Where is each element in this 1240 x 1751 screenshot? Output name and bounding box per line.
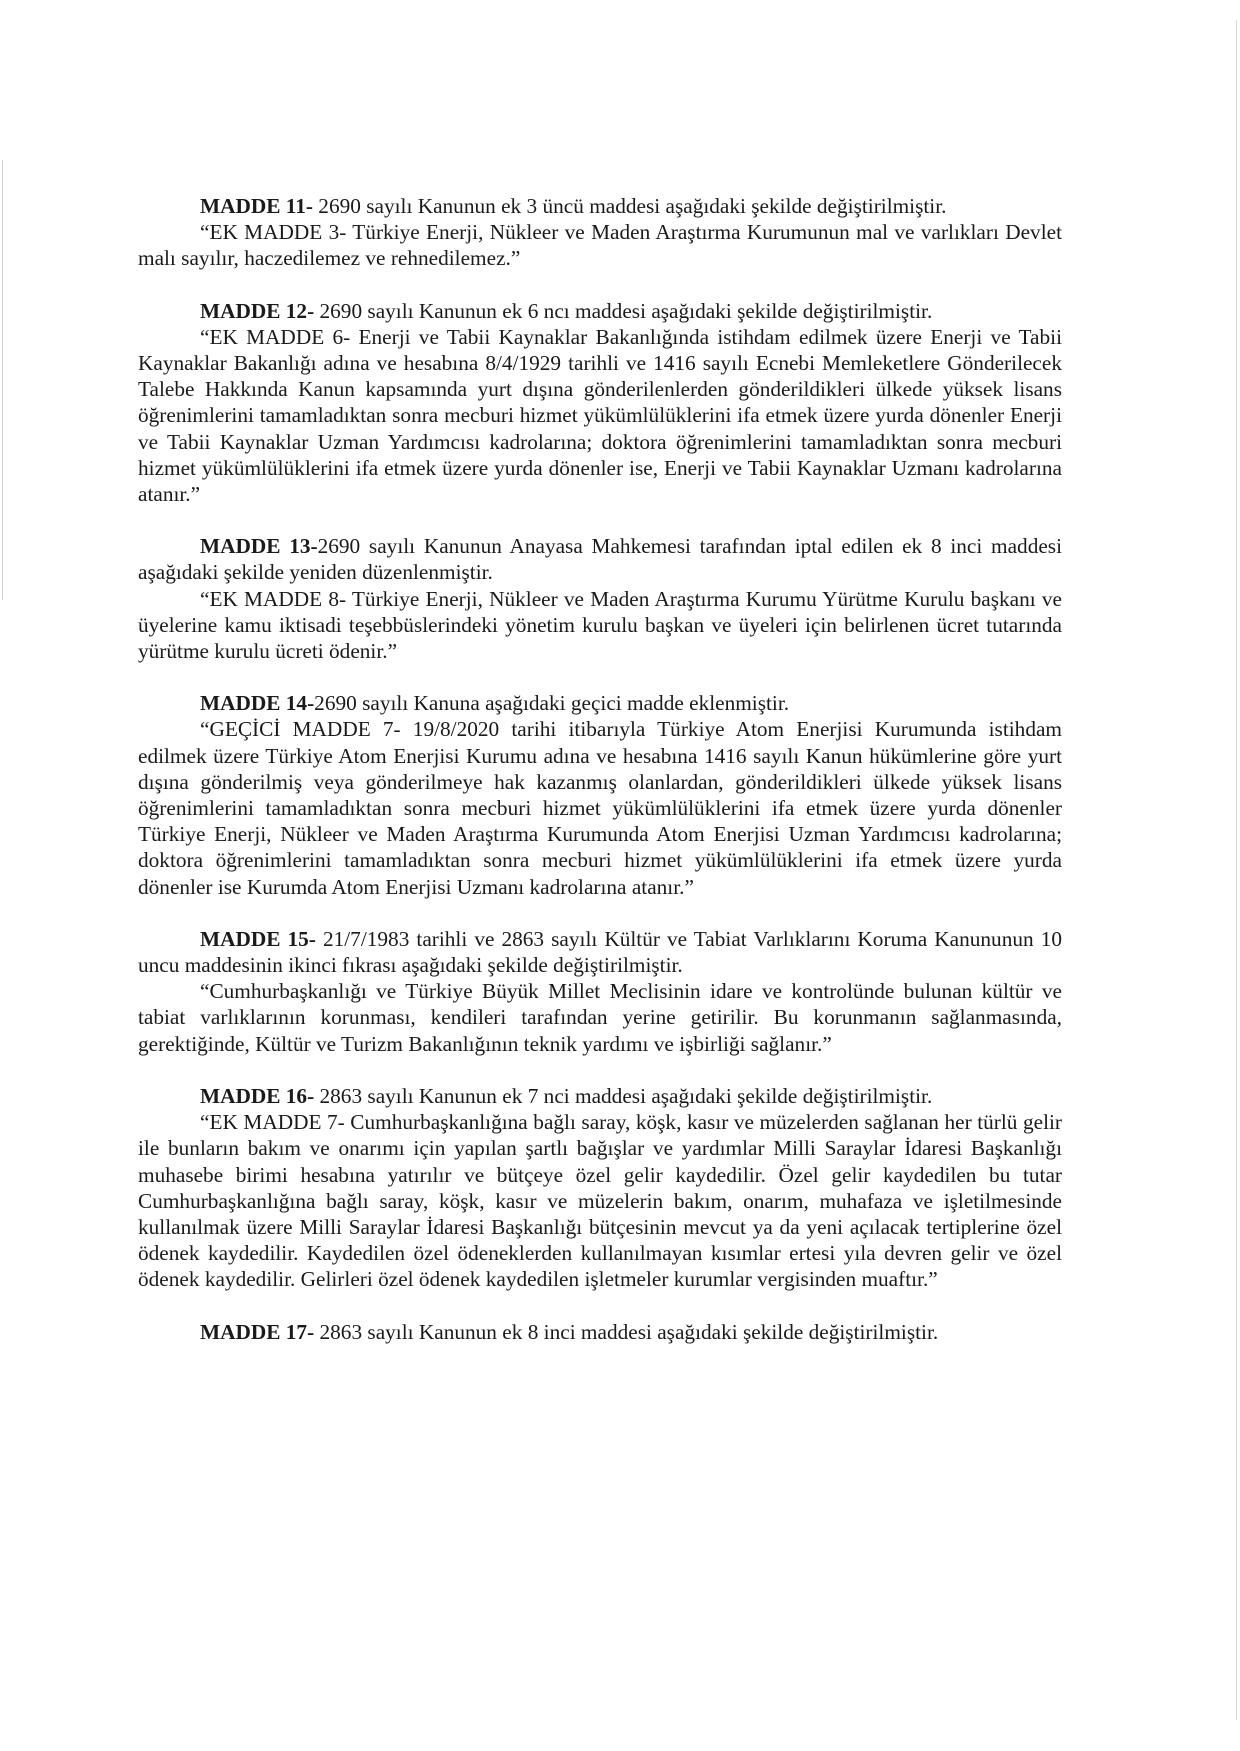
article-intro bbox=[138, 1319, 1062, 1345]
scan-edge-right bbox=[1236, 20, 1237, 1720]
article-heading: MADDE 16- bbox=[200, 1083, 315, 1108]
article-heading: MADDE 15- bbox=[200, 926, 316, 951]
quoted-provision: “Cumhurbaşkanlığı ve Türkiye Büyük Millet Meclisinin idare ve kontrolünde bulunan kültür ve tabiat varlıklarının korunması, kendileri tarafından yerine getirilir. Bu korunmanın sağlanmasında, gerektiğinde, Kültür ve Turizm Bakanlığının teknik yardımı ve işbirliği sağlanır.” bbox=[138, 979, 1062, 1056]
article-heading: MADDE 13- bbox=[200, 534, 318, 559]
quoted-provision: “EK MADDE 3- Türkiye Enerji, Nükleer ve Maden Araştırma Kurumunun mal ve varlıkları Devlet malı sayılır, haczedilemez ve rehnedilemez.” bbox=[138, 220, 1062, 271]
article-heading: MADDE 14- bbox=[200, 691, 315, 716]
article-intro bbox=[138, 926, 1062, 978]
article-intro bbox=[138, 298, 1062, 324]
article-15 bbox=[138, 926, 1062, 1057]
article-12 bbox=[138, 298, 1062, 508]
article-intro-text: 2690 sayılı Kanuna aşağıdaki geçici madde eklenmiştir. bbox=[314, 691, 790, 716]
article-intro-text: 2690 sayılı Kanunun Anayasa Mahkemesi tarafından iptal edilen ek 8 inci maddesi aşağıdaki şekilde yeniden düzenlenmiştir. bbox=[138, 534, 1062, 585]
article-intro-text: 2863 sayılı Kanunun ek 8 inci maddesi aşağıdaki şekilde değiştirilmiştir. bbox=[314, 1319, 939, 1344]
article-11 bbox=[138, 193, 1062, 272]
quoted-provision: “EK MADDE 6- Enerji ve Tabii Kaynaklar Bakanlığında istihdam edilmek üzere Enerji ve Tabii Kaynaklar Bakanlığı adına ve hesabına 8/4/1929 tarihli ve 1416 sayılı Ecnebi Memleketlere Gönderilecek Talebe Hakkında Kanun kapsamında yurt dışına gönderilenlerden gönderildikleri ülkede yüksek lisans öğrenimlerini tamamladıktan sonra mecburi hizmet yükümlülüklerini ifa etmek üzere yurda dönenler Enerji ve Tabii Kaynaklar Uzman Yardımcısı kadrolarına; doktora öğrenimlerini tamamladıktan sonra mecburi hizmet yükümlülüklerini ifa etmek üzere yurda dönenler ise, Enerji ve Tabii Kaynaklar Uzmanı kadrolarına atanır.” bbox=[138, 324, 1062, 507]
article-16 bbox=[138, 1083, 1062, 1293]
article-intro bbox=[138, 690, 1062, 716]
article-13 bbox=[138, 533, 1062, 664]
article-heading: MADDE 17- bbox=[200, 1319, 315, 1344]
article-intro-text: 2690 sayılı Kanunun ek 6 ncı maddesi aşağıdaki şekilde değiştirilmiştir. bbox=[314, 298, 933, 323]
article-intro bbox=[138, 193, 1062, 219]
article-heading: MADDE 11- bbox=[200, 194, 313, 218]
article-intro bbox=[138, 533, 1062, 585]
article-14 bbox=[138, 690, 1062, 900]
quoted-provision: “GEÇİCİ MADDE 7- 19/8/2020 tarihi itibarıyla Türkiye Atom Enerjisi Kurumunda istihdam edilmek üzere Türkiye Atom Enerjisi Kurumu adına ve hesabına 1416 sayılı Kanun hükümlerine göre yurt dışına gönderilmiş veya gönderilmeye hak kazanmış olanlardan, gönderildikleri ülkede yüksek lisans öğrenimlerini tamamladıktan sonra mecburi hizmet yükümlülüklerini ifa etmek üzere yurda dönenler Türkiye Enerji, Nükleer ve Maden Araştırma Kurumunda Atom Enerjisi Uzman Yardımcısı kadrolarına; doktora öğrenimlerini tamamladıktan sonra mecburi hizmet yükümlülüklerini ifa etmek üzere yurda dönenler ise Kurumda Atom Enerjisi Uzmanı kadrolarına atanır.” bbox=[138, 717, 1062, 899]
article-intro bbox=[138, 1083, 1062, 1109]
scan-edge-left bbox=[2, 160, 3, 600]
article-intro-text: 2863 sayılı Kanunun ek 7 nci maddesi aşağıdaki şekilde değiştirilmiştir. bbox=[314, 1083, 933, 1108]
quoted-provision: “EK MADDE 7- Cumhurbaşkanlığına bağlı saray, köşk, kasır ve müzelerden sağlanan her türlü gelir ile bunların bakım ve onarımı için yapılan şartlı bağışlar ve yardımlar Milli Saraylar İdaresi Başkanlığı muhasebe birimi hesabına yatırılır ve bütçeye özel gelir kaydedilir. Özel gelir kaydedilen bu tutar Cumhurbaşkanlığına bağlı saray, köşk, kasır ve müzelerin bakım, onarım, muhafaza ve işletilmesinde kullanılmak üzere Milli Saraylar İdaresi Başkanlığı bütçesinin mevcut ya da yeni açılacak tertiplerine özel ödenek kaydedilir. Kaydedilen özel ödeneklerden kullanılmayan kısımlar ertesi yıla devren gelir ve özel ödenek kaydedilir. Gelirleri özel ödenek kaydedilen işletmeler kurumlar vergisinden muaftır.” bbox=[138, 1110, 1062, 1292]
article-intro-text: 2690 sayılı Kanunun ek 3 üncü maddesi aşağıdaki şekilde değiştirilmiştir. bbox=[312, 194, 947, 218]
document-body bbox=[138, 193, 1062, 1345]
article-intro-text: 21/7/1983 tarihli ve 2863 sayılı Kültür ve Tabiat Varlıklarını Koruma Kanununun 10 uncu maddesinin ikinci fıkrası aşağıdaki şekilde değiştirilmiştir. bbox=[138, 926, 1062, 978]
quoted-provision: “EK MADDE 8- Türkiye Enerji, Nükleer ve Maden Araştırma Kurumu Yürütme Kurulu başkanı ve üyelerine kamu iktisadi teşebbüslerindeki yönetim kurulu başkan ve üyeleri için belirlenen ücret tutarında yürütme kurulu ücreti ödenir.” bbox=[138, 586, 1062, 664]
article-17 bbox=[138, 1319, 1062, 1345]
article-heading: MADDE 12- bbox=[200, 298, 315, 323]
